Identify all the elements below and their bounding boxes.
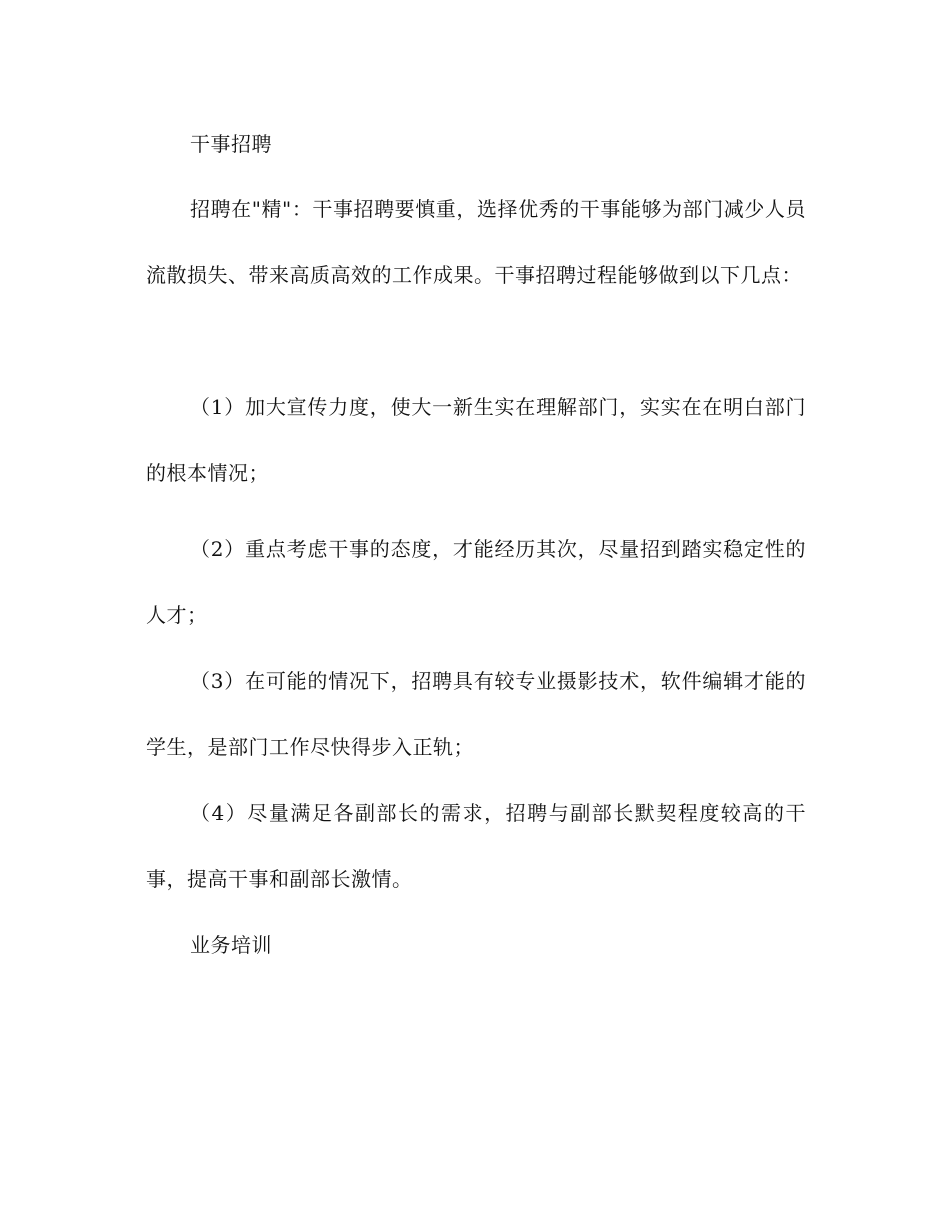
section-heading-training: 业务培训 [190, 933, 272, 957]
list-item-1: （1）加大宣传力度，使大一新生实在理解部门，实实在在明白部门的根本情况； [146, 395, 806, 485]
section-heading-recruitment: 干事招聘 [190, 132, 272, 156]
list-item-3: （3）在可能的情况下，招聘具有较专业摄影技术，软件编辑才能的学生，是部门工作尽快得步入正轨； [146, 669, 806, 759]
intro-paragraph: 招聘在"精"：干事招聘要慎重，选择优秀的干事能够为部门减少人员流散损失、带来高质高效的工作成果。干事招聘过程能够做到以下几点： [146, 197, 806, 287]
list-item-4: （4）尽量满足各副部长的需求，招聘与副部长默契程度较高的干事，提高干事和副部长激情。 [146, 801, 806, 891]
list-item-2: （2）重点考虑干事的态度，才能经历其次，尽量招到踏实稳定性的人才； [146, 537, 806, 627]
